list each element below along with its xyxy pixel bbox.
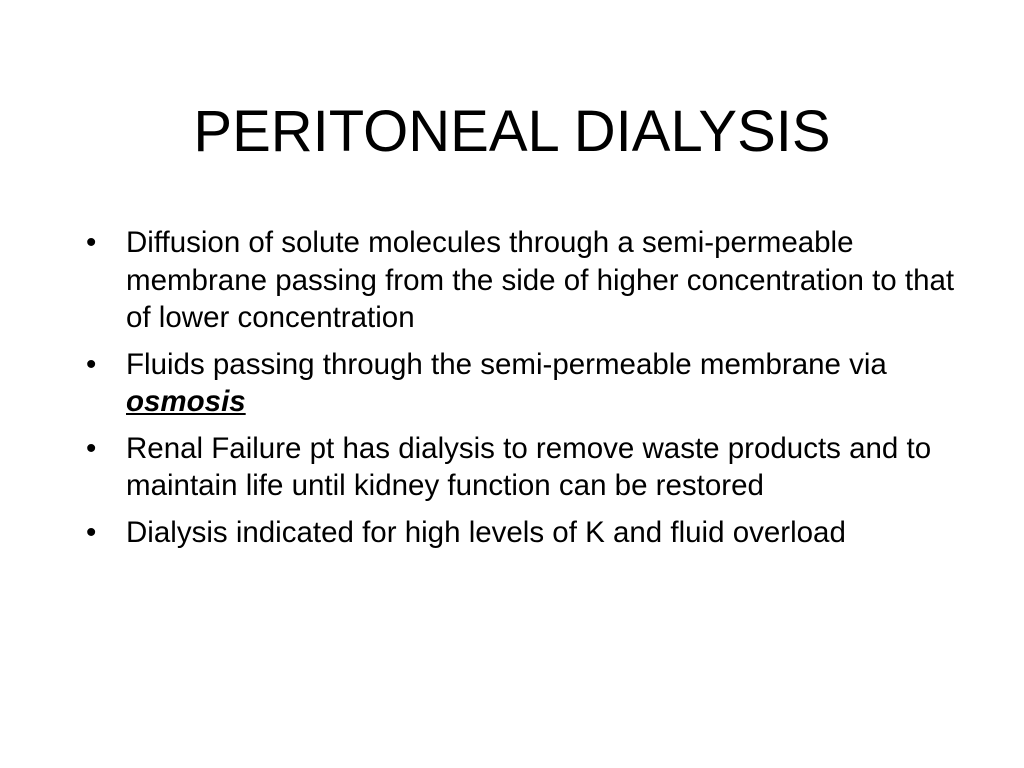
bullet-icon: • [86, 347, 97, 381]
bullet-icon: • [86, 515, 97, 549]
bullet-item-osmosis [86, 346, 956, 421]
bullet-text: Dialysis indicated for high levels of K and fluid overload [126, 515, 846, 549]
bullet-icon: • [86, 431, 97, 465]
bullet-icon: • [86, 226, 97, 259]
bullet-item-indications [86, 514, 956, 552]
bullet-item-renal-failure [86, 430, 956, 505]
bullet-text: Fluids passing through the semi-permeable membrane via [126, 347, 887, 381]
bullet-text: Diffusion of solute molecules through a semi-permeable membrane passing from the side of higher concentration to that of lower concentration [126, 226, 955, 334]
emphasized-term: osmosis [126, 385, 246, 418]
bullet-text: Renal Failure pt has dialysis to remove waste products and to maintain life until kidney function can be restored [126, 431, 932, 502]
slide-title: PERITONEAL DIALYSIS [193, 99, 831, 164]
bullet-item-diffusion [86, 224, 956, 337]
bullet-list [86, 224, 956, 560]
